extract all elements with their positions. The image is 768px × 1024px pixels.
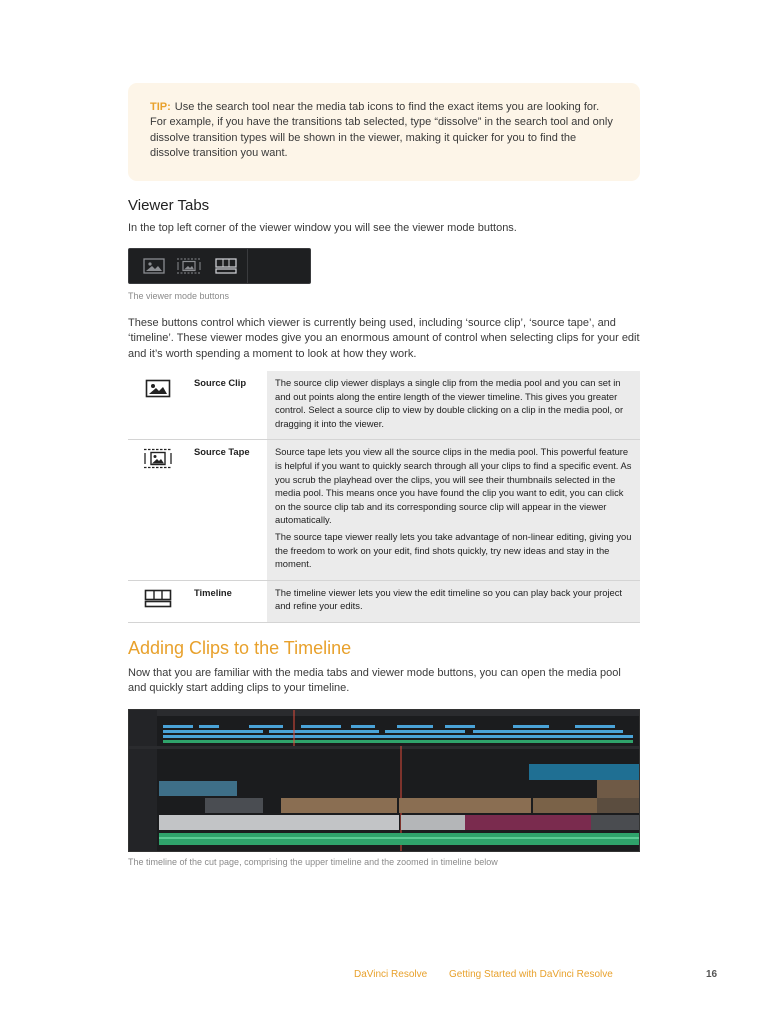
viewer-buttons-caption: The viewer mode buttons [128,291,230,301]
timeline-screenshot [129,710,640,852]
toolbar-divider [247,249,248,283]
audio-track [159,833,640,845]
source-tape-icon [143,448,173,469]
mode-description: The source tape viewer really lets you take advantage of non-linear editing, giving you the freedom to work on your edit, find shots quickly, try new ideas and stay in the moment. [275,530,632,570]
footer-product: DaVinci Resolve [354,969,428,980]
tip-text: Use the search tool near the media tab icons to find the exact items you are looking for. For example, if you have the transitions tab selected, type “dissolve” in the search tool and only dissolve transition types will be shown in the viewer, making it quicker for you to find the dissolve transition you want. [150,101,613,160]
viewer-mode-buttons [128,248,311,284]
viewer-modes-table [128,371,640,623]
viewer-tabs-intro: In the top left corner of the viewer window you will see the viewer mode buttons. [128,222,517,234]
timeline-caption: The timeline of the cut page, comprising the upper timeline and the zoomed in timeline below [128,857,498,867]
source-clip-icon [145,379,171,398]
viewer-tabs-body: These buttons control which viewer is currently being used, including ‘source clip’, ‘source tape’, and ‘timeline’. These viewer modes give you an enormous amount of control when selecting clips for your edit and it’s worth spending a moment to look at how they work. [128,317,640,360]
timeline-icon [144,589,172,608]
viewer-tabs-heading: Viewer Tabs [128,197,210,214]
page-number: 16 [706,969,718,980]
mode-name: Source Clip [188,371,267,440]
mode-description: Source tape lets you view all the source clips in the media pool. This powerful feature is helpful if you want to quickly search through all your clips to find a specific event. As you scrub the playhead over the clips, you will see their thumbnails selected in the media pool. This means once you have found the clip you want to edit, you can click on the source clip tab and its corresponding source clip will appear in the viewer automatically. [275,446,632,526]
table-row [128,371,640,440]
timeline-icon[interactable] [215,258,237,274]
footer-title: Getting Started with DaVinci Resolve [449,969,613,980]
mode-description: The source clip viewer displays a single clip from the media pool and you can set in and out points along the entire length of the viewer timeline. This gives you greater control. Select a source clip to view by double clicking on a clip in the media pool, or dragging it into the viewer. [275,377,624,429]
mode-description: The timeline viewer lets you view the edit timeline so you can play back your project and refine your edits. [275,586,623,612]
tip-box [128,83,640,181]
table-row [128,440,640,580]
mode-name: Timeline [188,580,267,622]
cut-page-timeline-image [128,709,640,852]
table-row [128,580,640,622]
mode-name: Source Tape [188,440,267,580]
tip-label: TIP: [150,101,171,113]
adding-clips-body: Now that you are familiar with the media tabs and viewer mode buttons, you can open the media pool and quickly start adding clips to your timeline. [128,667,621,695]
source-tape-icon[interactable] [176,258,202,274]
adding-clips-heading: Adding Clips to the Timeline [128,638,352,658]
source-clip-icon[interactable] [143,258,165,274]
